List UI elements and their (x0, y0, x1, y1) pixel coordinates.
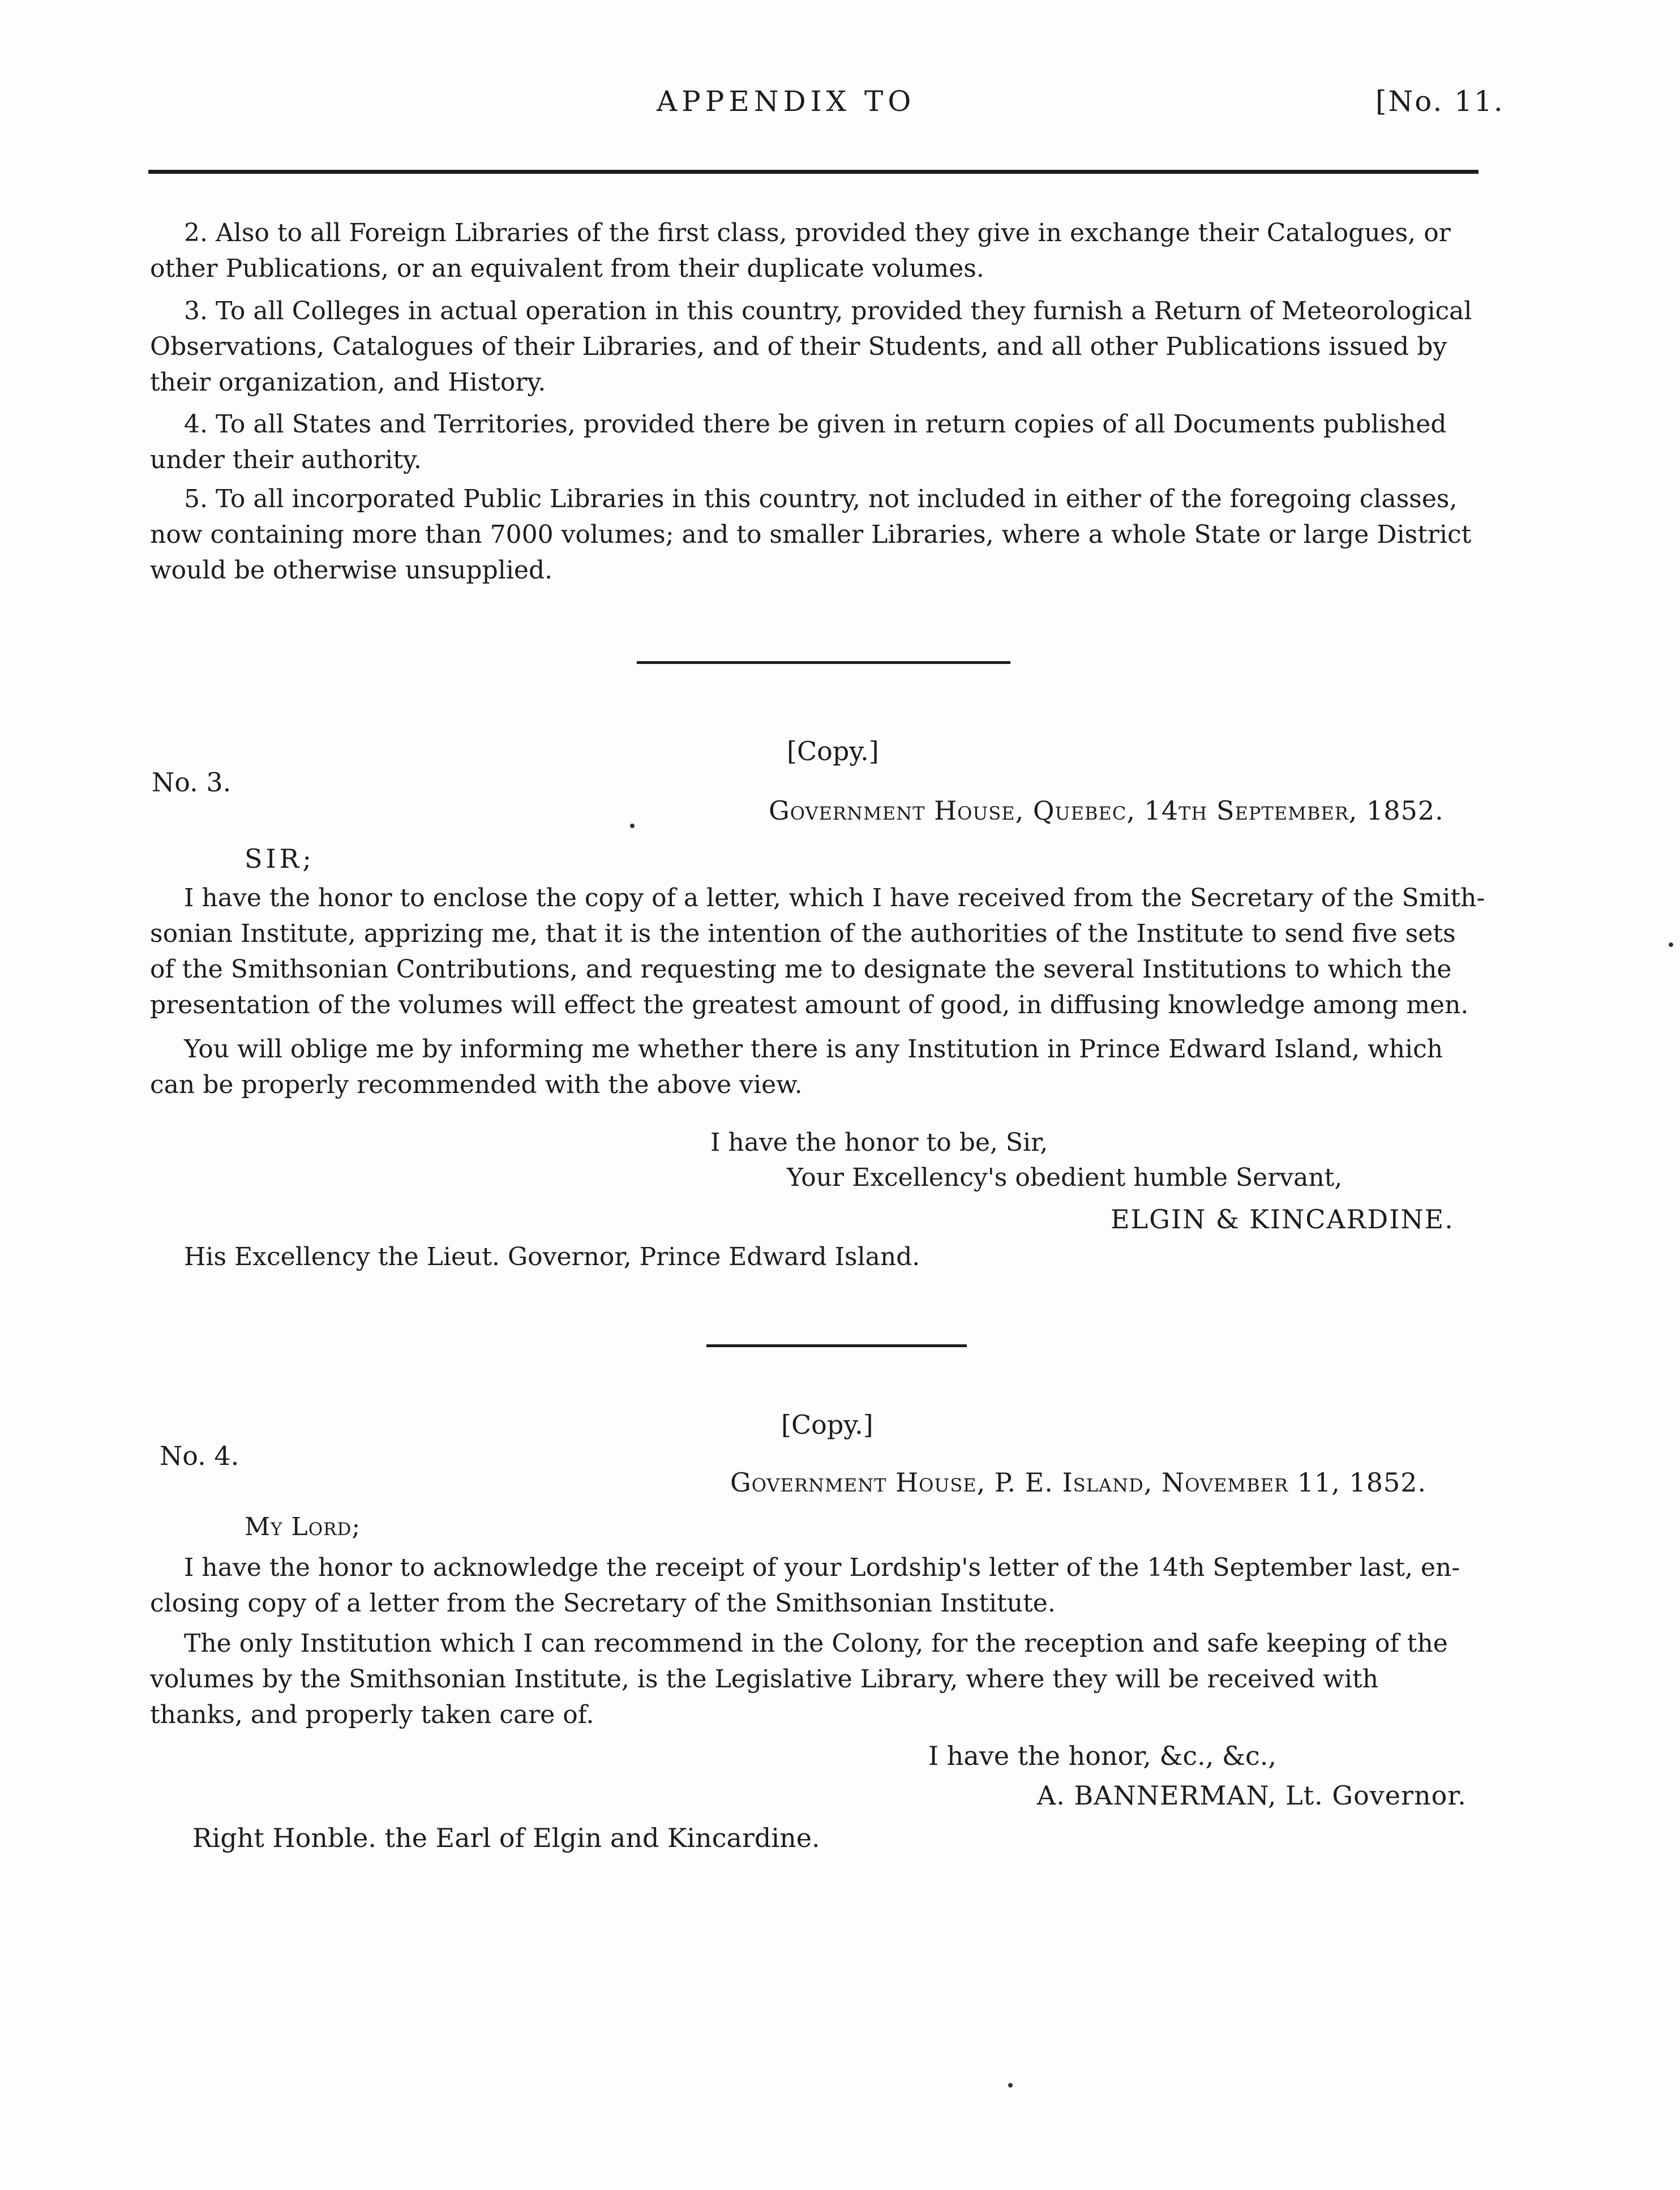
closing-line: Your Excellency's obedient humble Servant, (787, 1163, 1343, 1192)
closing-line: I have the honor to be, Sir, (710, 1128, 1048, 1157)
list-item-4: 4. To all States and Territories, provided there be given in return copies of all Documents published under their authority. (150, 410, 1447, 474)
place-date-line: Government House, P. E. Island, November 11, 1852. (730, 1467, 1427, 1498)
scan-speck (1669, 942, 1673, 947)
page-number: [No. 11. (1375, 85, 1505, 118)
letter-paragraph: You will oblige me by informing me whether there is any Institution in Prince Edward Island, which can be properly recommended with the above view. (150, 1035, 1443, 1099)
list-item-3: 3. To all Colleges in actual operation in this country, provided they furnish a Return of Meteorological Observations, Catalogues of their Libraries, and of their Students, and all other Publications issued by their organization, and History. (150, 297, 1472, 397)
letter-paragraph: I have the honor to enclose the copy of a letter, which I have received from the Secretary of the Smith- sonian Institute, apprizing me, that it is the intention of the authorities of the Institute to send five sets of the Smithsonian Contributions, and requesting me to designate the several Institutions to which the presentation of the volumes will effect the greatest amount of good, in diffusing knowledge among men. (150, 884, 1485, 1019)
header-rule (148, 170, 1478, 174)
copy-label: [Copy.] (781, 1409, 873, 1440)
place-date-line: Government House, Quebec, 14th September, 1852. (769, 795, 1444, 826)
signature: ELGIN & KINCARDINE. (1111, 1204, 1454, 1235)
scan-speck (1008, 2083, 1013, 2088)
salutation: SIR; (245, 843, 315, 874)
salutation: My Lord; (245, 1512, 361, 1541)
addressee: Right Honble. the Earl of Elgin and Kincardine. (192, 1823, 820, 1853)
running-head-title: APPENDIX TO (657, 85, 916, 118)
closing-line: I have the honor, &c., &c., (928, 1741, 1276, 1771)
scan-speck (630, 824, 635, 828)
letter-paragraph: I have the honor to acknowledge the receipt of your Lordship's letter of the 14th September last, en- closing copy of a letter from the Secretary of the Smithsonian Institute. (150, 1553, 1460, 1618)
signature: A. BANNERMAN, Lt. Governor. (1037, 1780, 1467, 1811)
copy-label: [Copy.] (787, 736, 879, 766)
addressee: His Excellency the Lieut. Governor, Prince Edward Island. (184, 1242, 920, 1271)
section-divider (637, 661, 1010, 664)
list-item-2: 2. Also to all Foreign Libraries of the first class, provided they give in exchange their Catalogues, or other Publications, or an equivalent from their duplicate volumes. (150, 218, 1451, 283)
list-item-5: 5. To all incorporated Public Libraries in this country, not included in either of the foregoing classes, now containing more than 7000 volumes; and to smaller Libraries, where a whole State or large District would be otherwise unsupplied. (150, 485, 1472, 585)
letter-number: No. 3. (152, 767, 232, 798)
letter-number: No. 4. (160, 1441, 239, 1471)
letter-paragraph: The only Institution which I can recommend in the Colony, for the reception and safe keeping of the volumes by the Smithsonian Institute, is the Legislative Library, where they will be received with thanks, and properly taken care of. (150, 1629, 1448, 1729)
section-divider (706, 1344, 967, 1347)
